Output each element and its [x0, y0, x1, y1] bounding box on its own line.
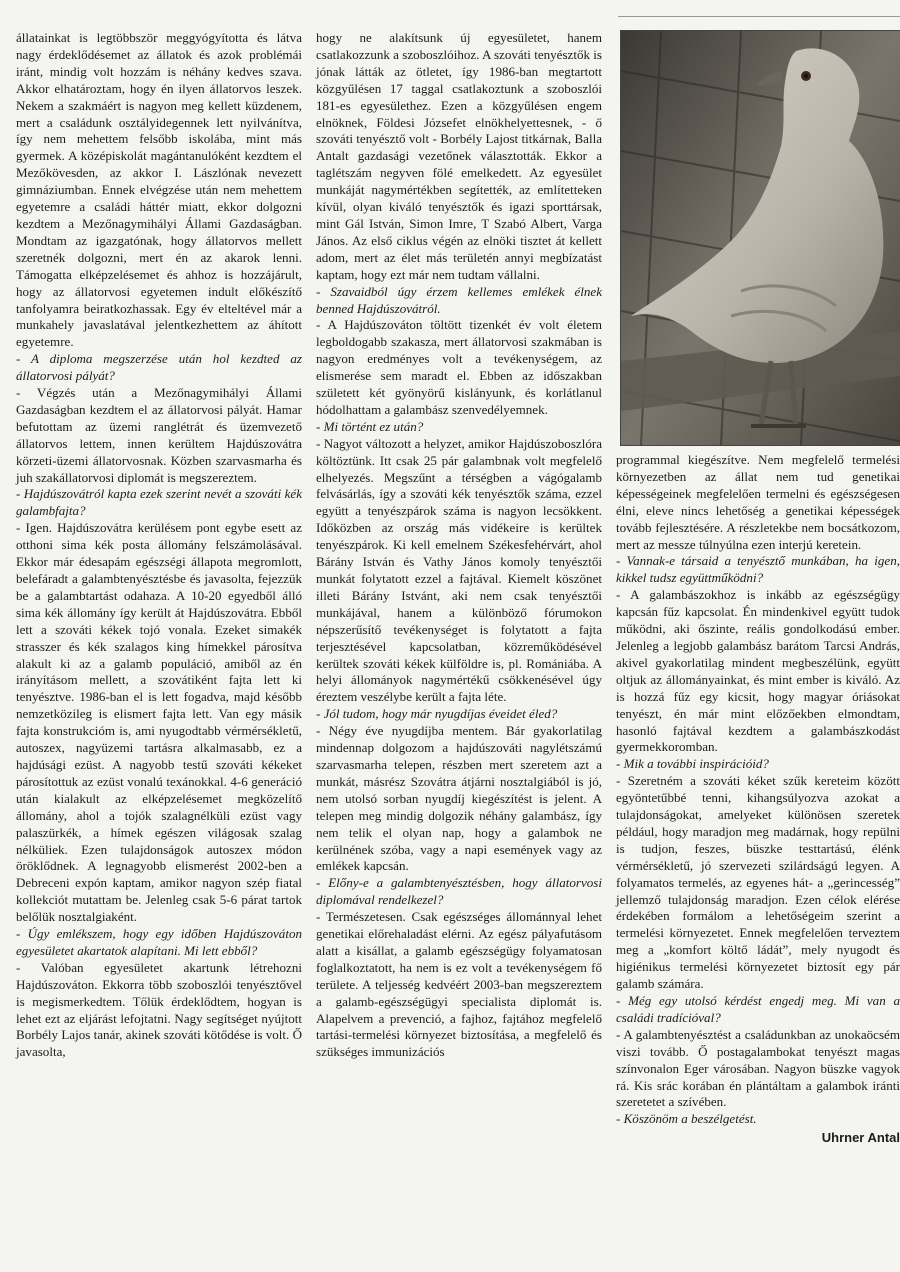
interview-answer: programmal kiegészítve. Nem megfelelő termelési környezetben az állat nem tud genetikai képességeinek megfelelően termelni és egészségesen élni, eleve nincs lehetőség a genetikai képességek tovább fejlesztésére. A részletekbe nem bocsátkozom, mert az messze túlnyúlna ezen interjú keretein.: [616, 452, 900, 552]
interview-question: - Mi történt ez után?: [316, 418, 424, 434]
interview-question: - Vannak-e társaid a tenyésztő munkában, ha igen, kikkel tudsz együttműködni?: [616, 553, 900, 586]
interview-answer: - Természetesen. Csak egészséges állománnyal lehet genetikai előrehaladást elérni. Az egész pályafutásom alatt a kisállat, a galamb egészségügy folyamatosan foglalkoztatott, ha nem is ez volt a tevékenységem fő területe. A teljesség kedvéért 2003-ban megszereztem a galamb-egészségügyi specialista diplomát is. Alapelvem a prevenció, a fajhoz, fajtához megfelelő tartási-termelési környezet biztosítása, a megfelelő és szükséges immunizációs: [316, 909, 602, 1060]
interview-answer: - A galambtenyésztést a családunkban az unokaöcsém viszi tovább. Ő postagalambokat tenyészt magas színvonalon Eger városában. Nagyon büszke vagyok rá. Kis srác korában én plántáltam a galambok iránti szeretetet a szívében.: [616, 1026, 900, 1110]
interview-answer: - Négy éve nyugdíjba mentem. Bár gyakorlatilag mindennap dolgozom a hajdúszováti nagylétszámú szarvasmarha telepen, részben mert szeretem azt a munkát, másrész Szovátra átjárni nosztalgiából is jó, nem utolsó sorban nyugdíj kiegészítést is jelent. A telepen meg mindig dolgozik néhány galambász, így nem telik el olyan nap, hogy a galambok ne kerülnének szóba, vagy a napi események vagy az emlékek kapcsán.: [316, 723, 602, 874]
interview-question: - Köszönöm a beszélgetést.: [616, 1111, 757, 1127]
interview-question: - Hajdúszovátról kapta ezek szerint nevét a szováti kék galambfajta?: [16, 486, 302, 519]
interview-question: - Még egy utolsó kérdést engedj meg. Mi van a családi tradícióval?: [616, 993, 900, 1025]
interview-question: - Előny-e a galambtenyésztésben, hogy állatorvosi diplomával rendelkezel?: [316, 875, 602, 908]
pigeon-photo: [620, 30, 900, 446]
interview-answer: hogy ne alakítsunk új egyesületet, hanem csatlakozzunk a szoboszlóihoz. A szováti tenyésztők is jónak látták az ötletet, így 1986-ban megtartott közgyűlésen 17 taggal csatlakoztunk a szoboszlói 181-es egyesülethez. Ezen a közgyűlésen engem elnöknek, Földesi Józsefet elnökhelyettesnek, - ő szováti tenyésztő volt - Borbély Lajost titkárnak, Balla Antalt gazdasági vezetőnek választották. Ekkor a taglétszám negyven fölé emelkedett. Az egyesület munkáját nagymértékben segítették, az említetteken kívül, olyan kiváló tenyésztők és igazi sporttársak, mint Gál István, Simon Imre, T Szabó Albert, Varga János. Az első ciklus végén az elnöki tisztet át kellett adom, mert az élet más területén annyi megbízatást kaptam, hogy ezt már nem tudtam vállalni.: [316, 30, 602, 282]
interview-question: - Mik a további inspirációid?: [616, 756, 769, 772]
interview-answer: - Szeretném a szováti kéket szűk kereteim között egyöntetűbbé tenni, kihangsúlyozva azokat a tulajdonságokat, amelyeket különösen szeretek például, hogy maradjon meg madárnak, hogy repülni is tudjon, feszes, büszke testtartású, élénk vérmérsékletű, jó szervezeti szilárdságú legyen. A folyamatos termelés, az egyenes hát- a „gerincesség” jellemző tulajdonság maradjon. Ezen célok elérése érdekében formálom a lehetőségeim szerint a termelési környezetet. Ennek megfelelően terveztem meg a „komfort költő ládát”, mely nyugodt és higiénikus termelési környezetet biztosít egy pár galamb számára.: [616, 773, 900, 992]
page-top-rule: [618, 16, 900, 17]
interview-answer: - A galambászokhoz is inkább az egészségügy kapcsán fűz kapcsolat. Én mindenkivel együtt tudok működni, aki őszinte, reális gondolkodású ember. Jelenleg a legjobb galambász barátom Tarcsi András, akivel gyakorlatilag mindent megbeszélünk, együtt oltjuk az állományainkat, és mint ember is kiváló. Az is hozzá fűz egy kicsit, hogy magyar óriásokat tenyészt, én már mint előzőekben elmondtam, hasonló fajtával kezdtem a galambászkodást gyermekkoromban.: [616, 587, 900, 755]
interview-question: - A diploma megszerzése után hol kezdted az állatorvosi pályát?: [16, 351, 302, 384]
pigeon-photo-image: [621, 31, 900, 445]
interview-question: - Szavaidból úgy érzem kellemes emlékek élnek benned Hajdúszovátról.: [316, 283, 602, 316]
interview-question: - Jól tudom, hogy már nyugdíjas éveidet éled?: [316, 706, 558, 722]
interview-question: - Úgy emlékszem, hogy egy időben Hajdúszováton egyesületet akartatok alapítani. Mi lett ebből?: [16, 926, 302, 958]
author-signature: Uhrner Antal: [821, 1130, 900, 1146]
interview-answer: - Végzés után a Mezőnagymihályi Állami Gazdaságban kezdtem el az állatorvosi pályát. Hamar befutottam az üzemi ranglétrát és üzemvezető állatorvos lettem, innen kerültem Hajdúszovátra körzeti-üzemi állatorvosnak. Közben szarvasmarha és juh szakállatorvosi diplomát is megszereztem.: [16, 385, 302, 485]
interview-answer: - Igen. Hajdúszovátra kerülésem pont egybe esett az otthoni sima kék posta állomány felszámolásával. Ekkor már édesapám egészségi állapota megromlott, belefáradt a galambtenyésztésbe és javasolta, fejezzük be a galambtartást odahaza. A 10-20 egyedből álló sima kék állomány így került át Hajdúszovátra. Ebből lett a szováti kékek tojó vonala. Ezeket simakék strasszer és kék szalagos king hímekkel párosítva alakult ki az a galamb populáció, amiből az én irányításom mellett, a szovátiként fajta lett ki tenyésztve. 1986-ban el is lett fogadva, majd később nemzetközileg is elismert fajta lett. Van egy másik fajta konstrukcióm is, ami nyugodtabb vérmérsékletű, autoszex, nagyüzemi tartásra alkalmasabb, ez a hajdúsági ezüst. A nagyobb testű szováti kékeket párosítottuk az ezüst vonalú texánokkal. 4-6 generáció után kialakult az elképzelésemet megközelítő állomány, ahol a tojók szalagnélküli ezüst vagy palaszürkék, a hímek egészen világosak szalag nélküliek. Ezen tulajdonságok autoszex módon öröklődnek. A legnagyobb elismerést 2002-ben a Debreceni expón kaptam, amikor nagyon szép fiatal kollekciót mutattam be. Jelenleg csak 5-6 párat tartok belőlük nosztalgiaként.: [16, 520, 302, 925]
article-column-2: [316, 30, 602, 1061]
article-column-1: [16, 30, 302, 1061]
interview-answer: - A Hajdúszováton töltött tizenkét év volt életem legboldogabb szakasza, mert állatorvosi szakmában is nagyon eredményes volt a tevékenységem, az elismerése sem maradt el. Ebben az időszakban született két gyönyörű kislányunk, és korlátlanul hódolhattam a galambász szenvedélyemnek.: [316, 317, 602, 417]
article-column-3: [616, 452, 900, 1147]
interview-answer: állatainkat is legtöbbször meggyógyította és látva nagy érdeklődésemet az állatok és azok problémái iránt, mindig volt hozzám is néhány kedves szava. Akkor elhatároztam, hogy én ilyen állatorvos leszek. Nekem a szakmáért is nagyon meg kellett küzdenem, mert a családunk osztályidegennek lett nyilvánítva, így nem mehettem felsőbb iskolába, mint más gyermek. A középiskolát magántanulóként kezdtem el Mezőkövesden, az akkor I. Lászlónak nevezett gimnáziumban. Ennek elvégzése után nem mehettem egyetemre a családi háttér miatt, ekkor dolgozni kezdtem a Mezőnagymihályi Állami Gazdaságban. Mondtam az igazgatónak, hogy állatorvos mellett szeretnék dolgozni, mert én az akarok lenni. Támogatta elképzelésemet és ahhoz is hozzájárult, hogy az állatorvosi egyetemen indult előkészítő tanfolyamra beiratkozhassak. Egy év elteltével már a munkahely javaslatával jelentkezhettem az áhított egyetemre.: [16, 30, 302, 350]
interview-answer: - Nagyot változott a helyzet, amikor Hajdúszoboszlóra költöztünk. Itt csak 25 pár galambnak volt megfelelő elhelyezés. Megszűnt a térségben a vágógalamb felvásárlás, így a szováti kék tenyésztők száma, ezzel együtt a tenyészpárok száma is nagyon lecsökkent. Időközben az ország más vidékeire is kerültek tenyészpárok. Ki kell emelnem Székesfehérvárt, ahol Bárány István és Vathy János komoly tenyésztői munkát folytatott ezzel a fajtával. Kiemelt köszönet illeti Bárány Istvánt, aki nem csak tenyésztői munkájával, hanem a különböző fórumokon népszerűsítő tevékenységet is folytatott a fajta terjesztésével kapcsolatban, közreműködésével kerültek szováti kékek külföldre is, pl. Romániába. A helyi állományok nagymértékű csökkenésével úgy éreztem veszélybe került a fajta léte.: [316, 435, 602, 705]
interview-answer: - Valóban egyesületet akartunk létrehozni Hajdúszováton. Ekkorra több szoboszlói tenyésztővel is megismerkedtem. Tőlük érdeklődtem, hogyan is lehet ezt az eljárást lefojtatni. Nagy segítséget nyújtott Borbély Lajos tanár, akinek szováti kötődése is volt. Ő javasolta,: [16, 959, 302, 1060]
